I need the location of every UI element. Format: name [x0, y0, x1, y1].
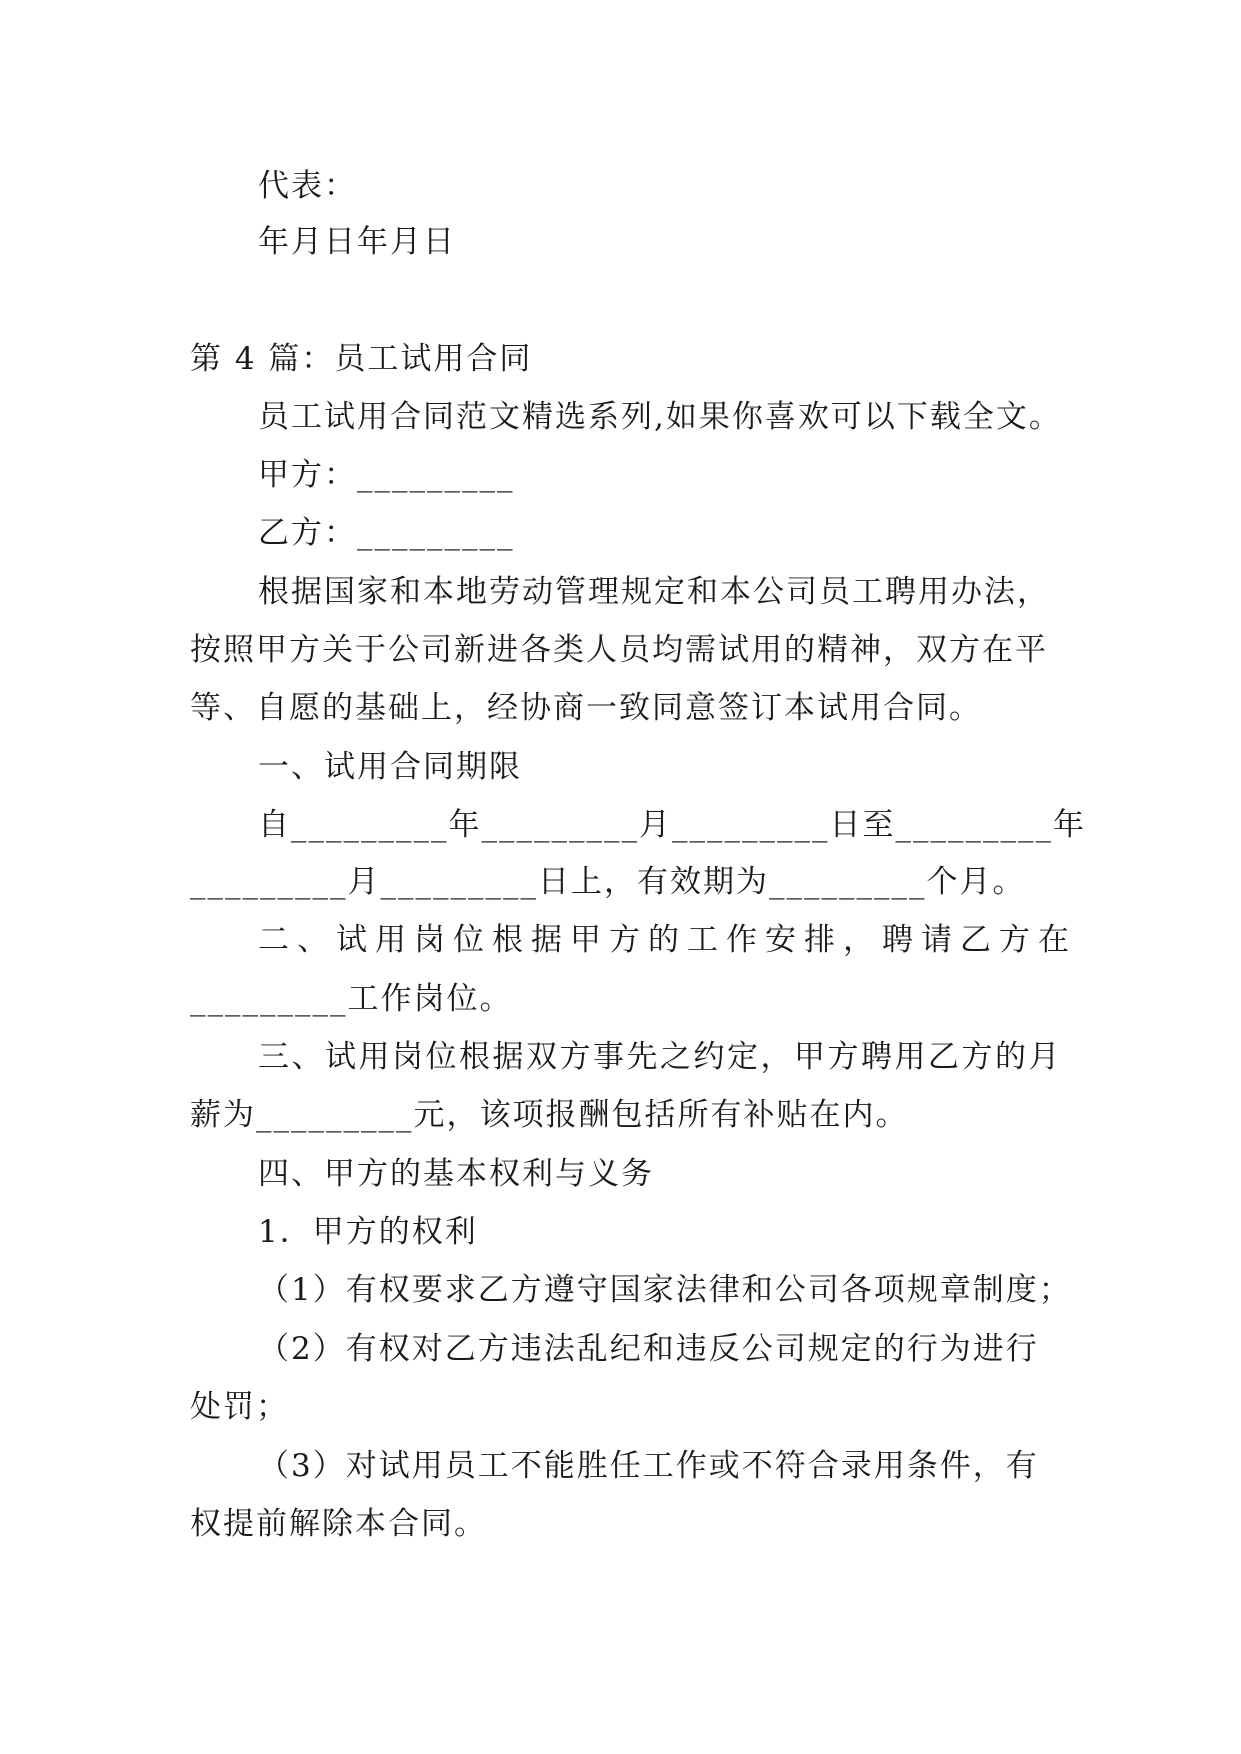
right-item-1: （1）有权要求乙方遵守国家法律和公司各项规章制度；: [258, 1272, 1072, 1308]
date-line: 年月日年月日: [258, 224, 456, 260]
clause-4-heading: 四、甲方的基本权利与义务: [258, 1156, 654, 1192]
right-item-2-line-2: 处罚；: [190, 1389, 289, 1425]
clause-3-line-1: 三、试用岗位根据双方事先之约定，甲方聘用乙方的月: [258, 1039, 1062, 1075]
right-item-2-line-1: （2）有权对乙方违法乱纪和违反公司规定的行为进行: [258, 1331, 1039, 1367]
preamble-line-1: 根据国家和本地劳动管理规定和本公司员工聘用办法，: [258, 574, 1050, 610]
clause-3-line-2: 薪为_________元，该项报酬包括所有补贴在内。: [190, 1097, 909, 1133]
party-b-line: 乙方：_________: [258, 515, 515, 551]
party-a-line: 甲方：_________: [258, 457, 515, 493]
clause-1-line-2: _________月_________日上，有效期为_________个月。: [190, 864, 1026, 900]
section-heading: 第 4 篇：员工试用合同: [190, 341, 533, 377]
preamble-line-2: 按照甲方关于公司新进各类人员均需试用的精神，双方在平: [190, 632, 1048, 668]
intro-text: 员工试用合同范文精选系列,如果你喜欢可以下载全文。: [258, 399, 1062, 435]
clause-1-line-1: 自_________年_________月_________日至_________年: [258, 807, 1086, 843]
clause-1-heading: 一、试用合同期限: [258, 749, 522, 785]
right-item-3-line-2: 权提前解除本合同。: [190, 1506, 487, 1542]
preamble-line-3: 等、自愿的基础上，经协商一致同意签订本试用合同。: [190, 690, 982, 726]
clause-2-line-2: _________工作岗位。: [190, 981, 513, 1017]
clause-4-subheading: 1．甲方的权利: [258, 1214, 478, 1250]
representative-label: 代表：: [258, 168, 357, 204]
clause-2-line-1: 二、试用岗位根据甲方的工作安排，聘请乙方在: [258, 922, 1077, 958]
right-item-3-line-1: （3）对试用员工不能胜任工作或不符合录用条件，有: [258, 1448, 1039, 1484]
